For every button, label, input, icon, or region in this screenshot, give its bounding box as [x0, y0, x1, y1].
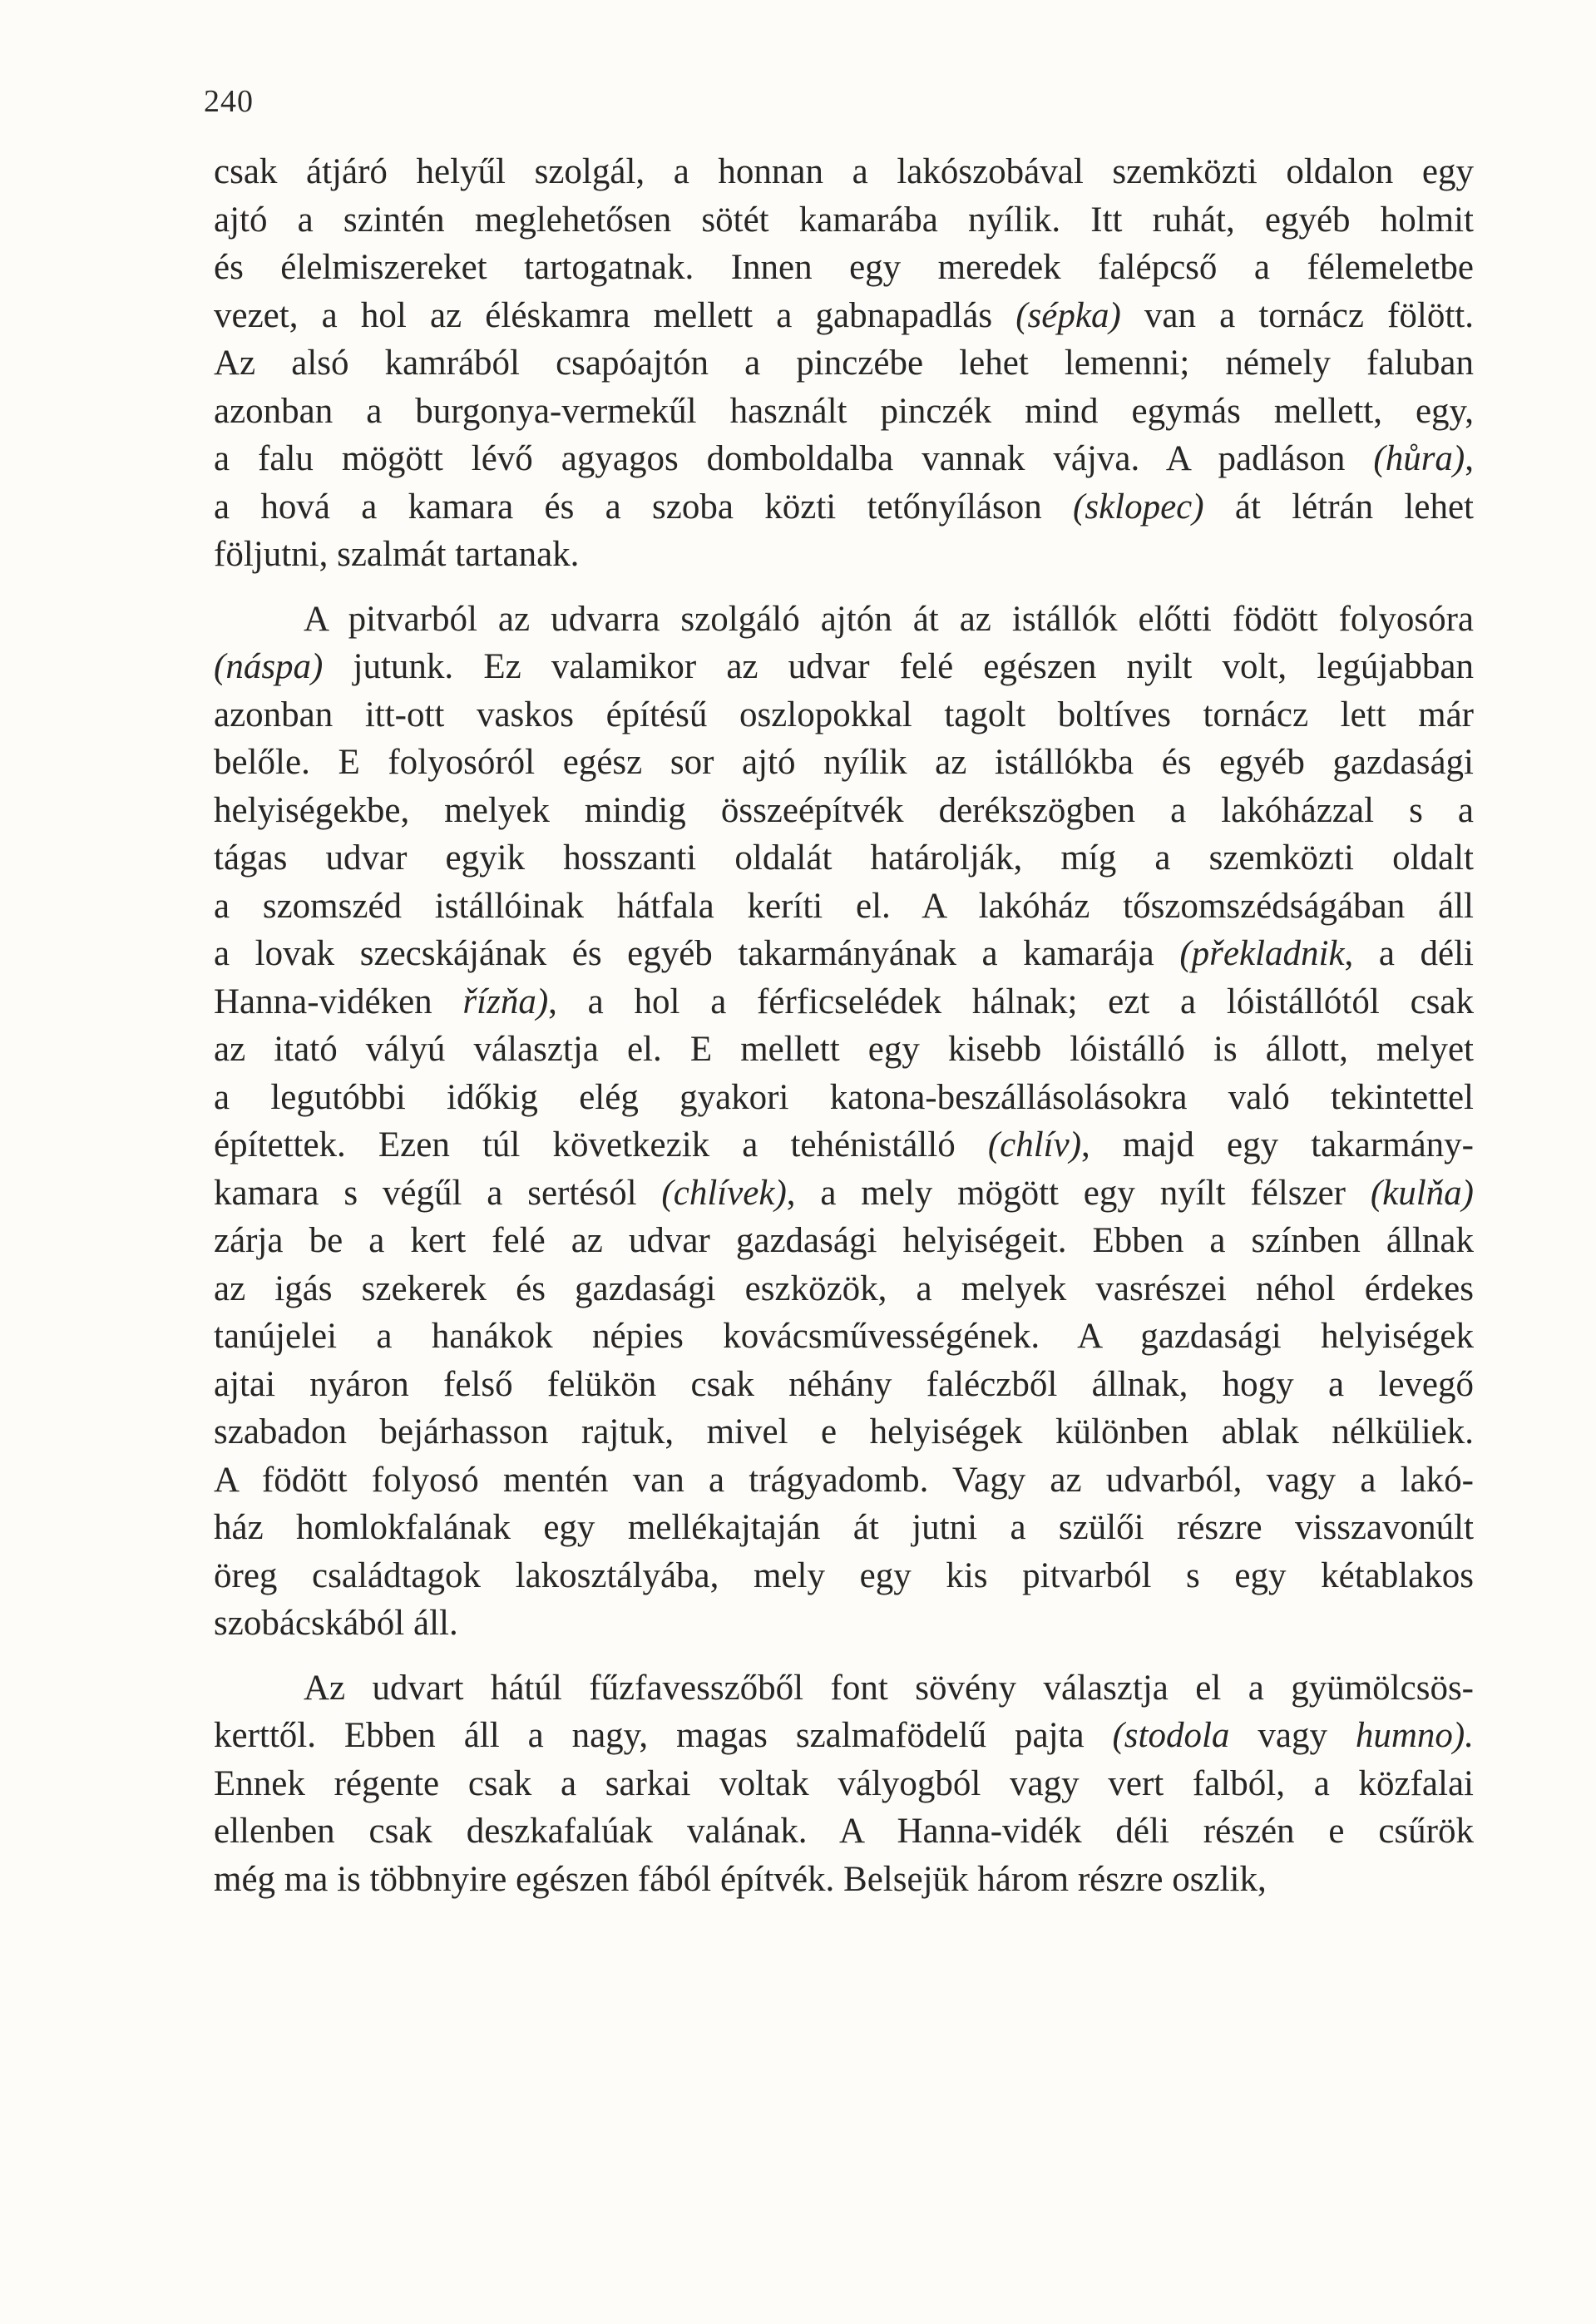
- paragraph-gap: [214, 1648, 1474, 1664]
- text-run: vezet, a hol az éléskamra mellett a gabnapadlás: [214, 295, 1016, 335]
- italic-term: (hůra): [1373, 439, 1465, 478]
- text-line: [214, 196, 1474, 245]
- text-run: , majd egy takarmány-: [1081, 1125, 1474, 1164]
- text-run: A pitvarból az udvarra szolgáló ajtón át az istállók előtti födött folyosóra: [304, 599, 1474, 639]
- italic-term: (sépka): [1015, 295, 1121, 335]
- text-run: azonban itt-ott vaskos építésű oszlopokkal tagolt boltíves tornácz lett már: [214, 695, 1474, 734]
- text-run: van a tornácz fölött.: [1120, 295, 1474, 335]
- text-line: [214, 1552, 1474, 1600]
- text-run: ajtó a szintén meglehetősen sötét kamarába nyílik. Itt ruhát, egyéb holmit: [214, 200, 1474, 240]
- text-run: belőle. E folyosóról egész sor ajtó nyílik az istállókba és egyéb gazdasági: [214, 743, 1474, 782]
- text-line: [214, 1712, 1474, 1760]
- text-run: helyiségekbe, melyek mindig összeépítvék derékszögben a lakóházzal s a: [214, 790, 1474, 830]
- text-line: [214, 244, 1474, 292]
- text-run: följutni, szalmát tartanak.: [214, 535, 580, 574]
- text-line: [214, 1026, 1474, 1074]
- text-line: [214, 483, 1474, 532]
- text-line: [214, 930, 1474, 978]
- text-line: [214, 883, 1474, 931]
- text-run: , a mely mögött egy nyílt félszer: [786, 1173, 1371, 1213]
- text-run: ház homlokfalának egy mellékajtaján át jutni a szülői részre visszavonúlt: [214, 1508, 1474, 1547]
- text-line: [214, 1504, 1474, 1552]
- text-line: [214, 643, 1474, 691]
- text-run: kamara s végűl a sertésól: [214, 1173, 662, 1213]
- paragraph: [214, 1664, 1474, 1904]
- text-line: [214, 339, 1474, 388]
- text-run: a szomszéd istállóinak hátfala keríti el. A lakóház tőszomszédságában áll: [214, 886, 1474, 926]
- paragraph-gap: [214, 579, 1474, 596]
- italic-term: (chlívek): [661, 1173, 787, 1213]
- text-run: kerttől. Ebben áll a nagy, magas szalmafödelű pajta: [214, 1716, 1113, 1755]
- text-line: [214, 1313, 1474, 1361]
- text-line: [214, 388, 1474, 436]
- text-line: [214, 1456, 1474, 1505]
- italic-term: (kulňa): [1370, 1173, 1474, 1213]
- text-line: [214, 1074, 1474, 1122]
- text-run: Az alsó kamrából csapóajtón a pinczébe lehet lemenni; némely faluban: [214, 344, 1474, 383]
- text-line: [214, 787, 1474, 835]
- text-run: tágas udvar egyik hosszanti oldalát határolják, míg a szemközti oldalt: [214, 838, 1474, 878]
- text-line: [214, 1664, 1474, 1713]
- text-line: [214, 739, 1474, 787]
- italic-term: (chlív): [987, 1125, 1082, 1164]
- text-line: [214, 148, 1474, 196]
- text-line: [214, 1600, 1474, 1648]
- text-line: [214, 1807, 1474, 1856]
- text-run: , a déli: [1344, 934, 1474, 973]
- text-line: [214, 1361, 1474, 1409]
- text-line: [214, 691, 1474, 739]
- page-number: 240: [204, 84, 254, 119]
- paragraph: [214, 596, 1474, 1648]
- italic-term: řízňa): [462, 982, 549, 1021]
- text-line: [214, 978, 1474, 1026]
- text-run: jutunk. Ez valamikor az udvar felé egészen nyilt volt, legújabban: [323, 647, 1474, 686]
- text-run: még ma is többnyire egészen fából építvék. Belsejük három részre oszlik,: [214, 1859, 1267, 1899]
- text-line: [214, 435, 1474, 483]
- text-run: zárja be a kert felé az udvar gazdasági helyiségeit. Ebben a színben állnak: [214, 1221, 1474, 1260]
- italic-term: (překladnik: [1179, 934, 1345, 973]
- text-line: [214, 292, 1474, 340]
- text-run: ,: [1465, 439, 1474, 478]
- text-line: [214, 596, 1474, 644]
- text-run: ellenben csak deszkafalúak valának. A Hanna-vidék déli részén e csűrök: [214, 1812, 1474, 1851]
- italic-term: (stodola: [1112, 1716, 1230, 1755]
- text-run: , a hol a férficselédek hálnak; ezt a lóistállótól csak: [548, 982, 1474, 1021]
- text-line: [214, 1169, 1474, 1218]
- text-run: Az udvart hátúl fűzfavesszőből font sövény választja el a gyümölcsös-: [304, 1668, 1474, 1708]
- italic-term: humno).: [1355, 1716, 1474, 1755]
- text-line: [214, 1121, 1474, 1169]
- text-run: ajtai nyáron felső felükön csak néhány faléczből állnak, hogy a levegő: [214, 1364, 1474, 1404]
- text-run: a legutóbbi időkig elég gyakori katona-beszállásolásokra való tekintettel: [214, 1077, 1474, 1117]
- text-line: [214, 834, 1474, 883]
- text-run: azonban a burgonya-vermekűl használt pinczék mind egymás mellett, egy,: [214, 391, 1474, 431]
- text-run: építettek. Ezen túl következik a tehénistálló: [214, 1125, 988, 1164]
- text-run: át létrán lehet: [1203, 487, 1474, 527]
- body-text: [214, 148, 1474, 1903]
- text-run: csak átjáró helyűl szolgál, a honnan a lakószobával szemközti oldalon egy: [214, 152, 1474, 191]
- text-run: és élelmiszereket tartogatnak. Innen egy meredek falépcső a félemeletbe: [214, 248, 1474, 287]
- text-line: [214, 531, 1474, 579]
- italic-term: (náspa): [214, 647, 324, 686]
- text-line: [214, 1856, 1474, 1904]
- italic-term: (sklopec): [1073, 487, 1204, 527]
- text-line: [214, 1265, 1474, 1313]
- text-run: a falu mögött lévő agyagos domboldalba vannak vájva. A padláson: [214, 439, 1374, 478]
- text-run: a hová a kamara és a szoba közti tetőnyíláson: [214, 487, 1074, 527]
- text-run: szobácskából áll.: [214, 1604, 458, 1643]
- text-run: A födött folyosó mentén van a trágyadomb. Vagy az udvarból, vagy a lakó-: [214, 1460, 1474, 1500]
- text-run: öreg családtagok lakosztályába, mely egy kis pitvarból s egy kétablakos: [214, 1555, 1474, 1595]
- text-run: az itató vályú választja el. E mellett egy kisebb lóistálló is állott, melyet: [214, 1030, 1474, 1069]
- text-line: [214, 1217, 1474, 1265]
- text-line: [214, 1408, 1474, 1456]
- text-run: szabadon bejárhasson rajtuk, mivel e helyiségek különben ablak nélküliek.: [214, 1412, 1474, 1451]
- text-run: az igás szekerek és gazdasági eszközök, a melyek vasrészei néhol érdekes: [214, 1268, 1474, 1308]
- paragraph: [214, 148, 1474, 579]
- text-run: Ennek régente csak a sarkai voltak vályogból vagy vert falból, a közfalai: [214, 1763, 1474, 1803]
- text-line: [214, 1760, 1474, 1808]
- text-run: a lovak szecskájának és egyéb takarmányának a kamarája: [214, 934, 1180, 973]
- text-run: Hanna-vidéken: [214, 982, 463, 1021]
- text-run: tanújelei a hanákok népies kovácsművességének. A gazdasági helyiségek: [214, 1317, 1474, 1356]
- text-run: vagy: [1229, 1716, 1356, 1755]
